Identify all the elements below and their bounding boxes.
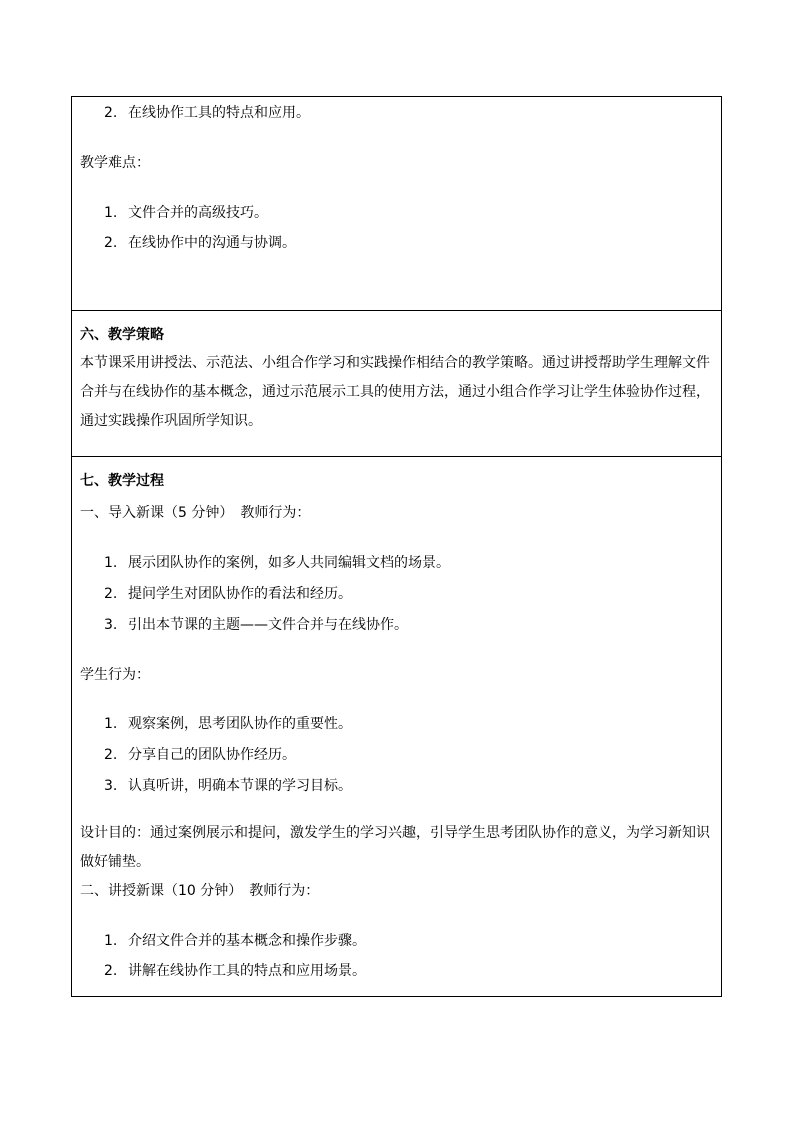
list-item: 2. 在线协作工具的特点和应用。 <box>104 105 310 121</box>
strategy-paragraph: 本节课采用讲授法、示范法、小组合作学习和实践操作相结合的教学策略。通过讲授帮助学生理解文件合并与在线协作的基本概念，通过示范展示工具的使用方法，通过小组合作学习让学生体验协作过程，通过实践操作巩固所学知识。 <box>80 355 710 429</box>
list-item: 1. 观察案例，思考团队协作的重要性。 <box>104 716 352 732</box>
list-item: 1. 文件合并的高级技巧。 <box>104 205 268 221</box>
difficulty-heading: 教学难点： <box>80 155 150 171</box>
design-purpose-paragraph: 设计目的：通过案例展示和提问，激发学生的学习兴趣，引导学生思考团队协作的意义，为学习新知识做好铺垫。 <box>80 825 710 870</box>
teaching-strategy-cell <box>72 310 721 456</box>
section-heading: 六、教学策略 <box>80 327 164 343</box>
list-item: 2. 在线协作中的沟通与协调。 <box>104 235 296 251</box>
list-item: 1. 介绍文件合并的基本概念和操作步骤。 <box>104 933 366 949</box>
list-item: 3. 认真听讲，明确本节课的学习目标。 <box>104 778 352 794</box>
student-heading: 学生行为： <box>80 667 150 683</box>
subsection-title: 二、讲授新课（10 分钟） 教师行为： <box>80 883 320 899</box>
list-item: 3. 引出本节课的主题——文件合并与在线协作。 <box>104 617 408 633</box>
list-item: 2. 分享自己的团队协作经历。 <box>104 747 296 763</box>
section-heading: 七、教学过程 <box>80 473 164 489</box>
subsection-title: 一、导入新课（5 分钟） 教师行为： <box>80 505 311 521</box>
lesson-plan-table <box>71 96 722 997</box>
key-difficult-points-cell <box>72 97 721 310</box>
list-item: 1. 展示团队协作的案例，如多人共同编辑文档的场景。 <box>104 555 450 571</box>
list-item: 2. 提问学生对团队协作的看法和经历。 <box>104 586 352 602</box>
teaching-process-cell <box>72 456 721 996</box>
list-item: 2. 讲解在线协作工具的特点和应用场景。 <box>104 963 366 979</box>
